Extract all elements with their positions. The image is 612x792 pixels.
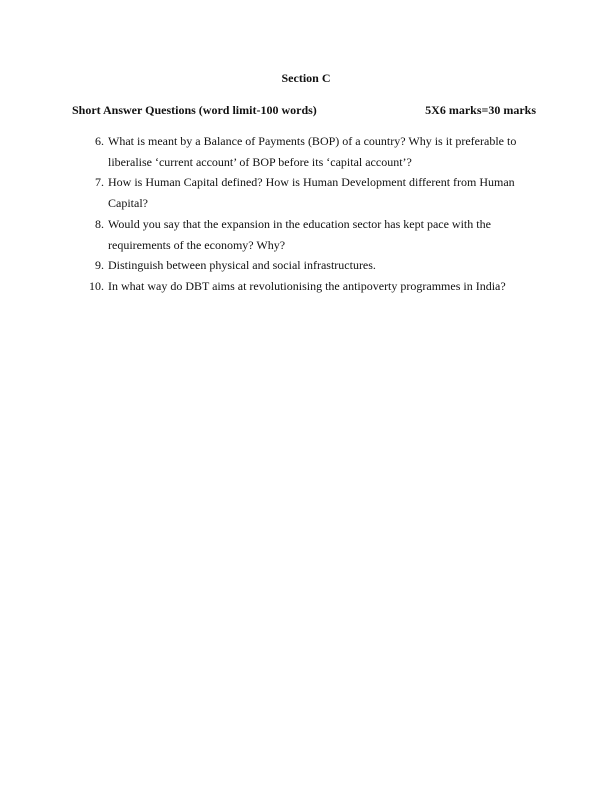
section-subheading [72,103,540,118]
question-item [72,172,542,213]
question-item [72,276,542,297]
question-item [72,214,542,255]
question-number: 8. [95,216,104,231]
question-number: 9. [95,258,104,273]
question-number: 6. [95,134,104,148]
question-text: How is Human Capital defined? How is Human Development different from Human Capital? [108,175,515,211]
question-text: Would you say that the expansion in the education sector has kept pace with the requirements of the economy? Why? [108,216,491,252]
subheading-label: Short Answer Questions (word limit-100 words) [72,103,317,117]
question-number: 10. [89,278,104,293]
question-text: In what way do DBT aims at revolutionising the antipoverty programmes in India? [108,278,506,293]
question-text: Distinguish between physical and social infrastructures. [108,258,376,273]
question-item [72,255,542,276]
question-text: What is meant by a Balance of Payments (BOP) of a country? Why is it preferable to liberalise ‘current account’ of BOP before its ‘capital account’? [108,134,517,169]
section-title: Section C [281,71,331,85]
question-list [72,131,542,297]
question-item [72,131,542,172]
marks-allocation: 5X6 marks=30 marks [425,103,536,117]
question-number: 7. [95,175,104,190]
